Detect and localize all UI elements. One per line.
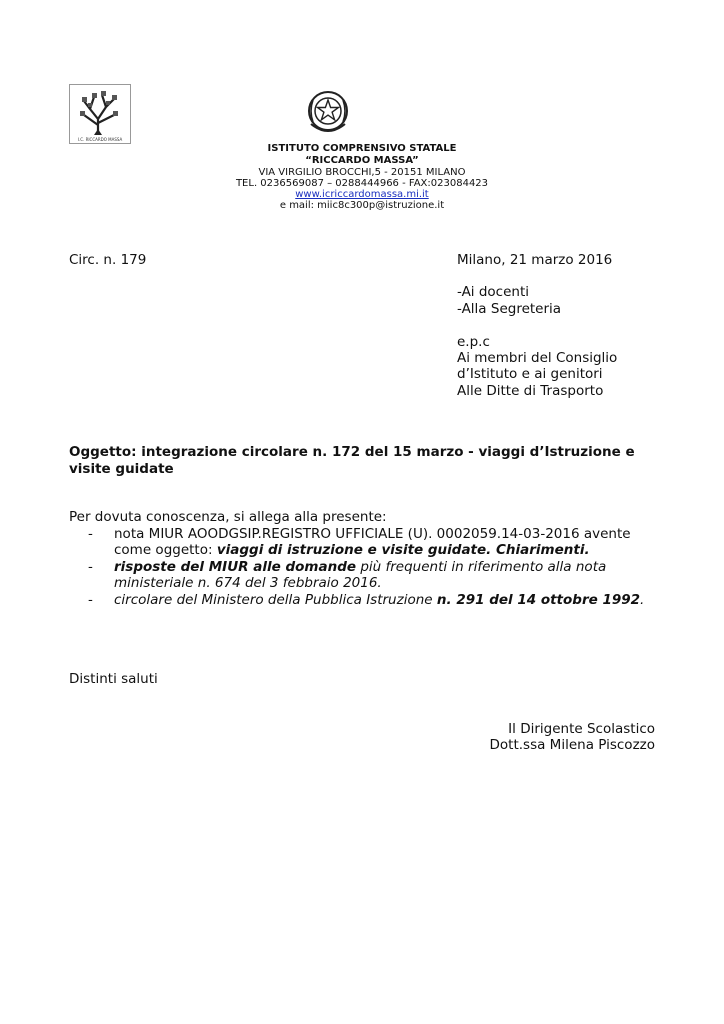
- item-text: circolare del Ministero della Pubblica Istruzione: [114, 591, 437, 608]
- signature-role: Il Dirigente Scolastico: [508, 721, 655, 737]
- subject-line: visite guidate: [69, 460, 174, 477]
- attachment-list: [69, 509, 657, 608]
- school-phones: TEL. 0236569087 – 0288444966 - FAX:023084423: [235, 178, 489, 189]
- list-item: [69, 526, 657, 543]
- recipient-segreteria: -Alla Segreteria: [457, 301, 562, 317]
- item-text: nota MIUR AOODGSIP.REGISTRO UFFICIALE (U). 0002059.14-03-2016 avente: [114, 525, 631, 542]
- list-dash: -: [88, 591, 93, 608]
- closing-greeting: Distinti saluti: [69, 671, 158, 687]
- list-item-continuation: ministeriale n. 674 del 3 febbraio 2016.: [114, 575, 382, 591]
- item-text: più frequenti in riferimento alla nota: [356, 558, 607, 575]
- logo-caption: I.C. RICCARDO MASSA: [77, 137, 123, 142]
- cc-recipient: Alle Ditte di Trasporto: [457, 383, 604, 399]
- list-item-continuation: [69, 542, 657, 559]
- item-text: come oggetto:: [114, 542, 217, 558]
- list-item: [69, 559, 657, 576]
- republic-emblem-icon: [305, 88, 351, 138]
- list-dash: -: [88, 525, 93, 542]
- body-intro: Per dovuta conoscenza, si allega alla presente:: [69, 509, 387, 525]
- item-text-emphasis: risposte del MIUR alle domande: [114, 558, 357, 575]
- school-logo: [69, 84, 131, 144]
- cc-recipient: Ai membri del Consiglio: [457, 350, 618, 366]
- item-text-emphasis: viaggi di istruzione e visite guidate. Chiarimenti.: [216, 542, 590, 558]
- list-item: [69, 592, 657, 609]
- school-name: “RICCARDO MASSA”: [305, 155, 419, 166]
- circular-number: Circ. n. 179: [69, 252, 147, 268]
- place-date: Milano, 21 marzo 2016: [457, 252, 613, 268]
- school-email: e mail: miic8c300p@istruzione.it: [279, 200, 445, 211]
- website-link[interactable]: www.icriccardomassa.mi.it: [295, 189, 429, 200]
- cc-label: e.p.c: [457, 334, 490, 350]
- subject-line: Oggetto: integrazione circolare n. 172 del 15 marzo - viaggi d’Istruzione e: [69, 444, 635, 460]
- cc-recipient: d’Istituto e ai genitori: [457, 366, 603, 382]
- list-dash: -: [88, 558, 93, 575]
- subject: [69, 444, 659, 477]
- school-address: VIA VIRGILIO BROCCHI,5 - 20151 MILANO: [258, 167, 466, 178]
- tree-icon: [70, 85, 130, 143]
- recipient-docenti: -Ai docenti: [457, 284, 530, 300]
- signature-name: Dott.ssa Milena Piscozzo: [489, 737, 655, 753]
- item-text: .: [640, 591, 645, 608]
- item-text-emphasis: n. 291 del 14 ottobre 1992: [436, 591, 641, 608]
- school-type: ISTITUTO COMPRENSIVO STATALE: [267, 143, 457, 154]
